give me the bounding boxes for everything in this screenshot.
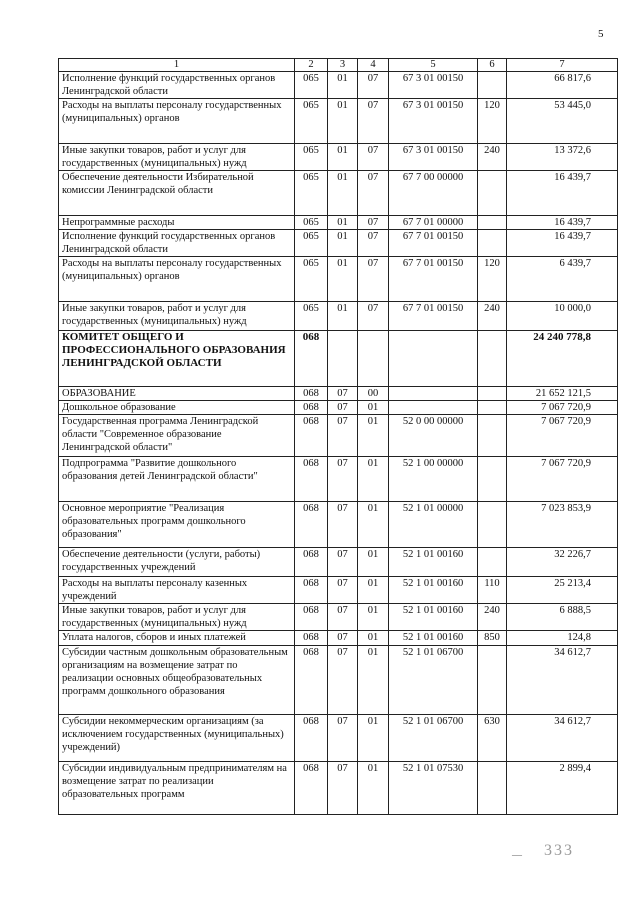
header-cell: 7 [507, 59, 618, 72]
cell-c2: 068 [295, 631, 328, 646]
cell-c5 [389, 401, 478, 415]
cell-c7: 66 817,6 [507, 72, 618, 99]
cell-c4: 07 [358, 230, 389, 257]
table-row [59, 302, 618, 331]
cell-c7: 2 899,4 [507, 762, 618, 815]
cell-c6 [478, 331, 507, 387]
cell-c3: 07 [328, 548, 358, 577]
cell-c3: 07 [328, 646, 358, 715]
cell-c2: 068 [295, 387, 328, 401]
cell-c5: 52 1 00 00000 [389, 457, 478, 502]
cell-c5: 67 7 01 00150 [389, 302, 478, 331]
table-row [59, 72, 618, 99]
cell-c6: 850 [478, 631, 507, 646]
cell-c5: 67 7 01 00000 [389, 216, 478, 230]
cell-c1: Расходы на выплаты персоналу государственных (муниципальных) органов [59, 257, 295, 302]
cell-c5: 67 3 01 00150 [389, 72, 478, 99]
cell-c7: 10 000,0 [507, 302, 618, 331]
cell-c6 [478, 548, 507, 577]
cell-c7: 13 372,6 [507, 144, 618, 171]
cell-c3: 07 [328, 457, 358, 502]
cell-c6 [478, 457, 507, 502]
cell-c3: 01 [328, 99, 358, 144]
cell-c7: 16 439,7 [507, 230, 618, 257]
header-cell: 3 [328, 59, 358, 72]
cell-c5: 67 7 00 00000 [389, 171, 478, 216]
cell-c4: 01 [358, 457, 389, 502]
cell-c2: 068 [295, 548, 328, 577]
cell-c5: 52 1 01 00160 [389, 548, 478, 577]
cell-c4: 07 [358, 302, 389, 331]
cell-c4: 01 [358, 415, 389, 457]
cell-c5: 67 7 01 00150 [389, 257, 478, 302]
cell-c3: 01 [328, 302, 358, 331]
cell-c7: 16 439,7 [507, 216, 618, 230]
cell-c6: 120 [478, 257, 507, 302]
table-row [59, 762, 618, 815]
cell-c4: 07 [358, 144, 389, 171]
cell-c7: 7 067 720,9 [507, 415, 618, 457]
cell-c1: Исполнение функций государственных органов Ленинградской области [59, 72, 295, 99]
cell-c7: 34 612,7 [507, 715, 618, 762]
cell-c2: 065 [295, 144, 328, 171]
table-row [59, 577, 618, 604]
footer-dash: — [512, 850, 522, 861]
cell-c6 [478, 401, 507, 415]
header-cell: 2 [295, 59, 328, 72]
cell-c4: 07 [358, 72, 389, 99]
cell-c2: 065 [295, 230, 328, 257]
cell-c2: 068 [295, 577, 328, 604]
cell-c2: 065 [295, 72, 328, 99]
cell-c2: 068 [295, 401, 328, 415]
cell-c7: 7 023 853,9 [507, 502, 618, 548]
cell-c7: 32 226,7 [507, 548, 618, 577]
table-row [59, 144, 618, 171]
cell-c1: Субсидии индивидуальным предпринимателям на возмещение затрат по реализации образовательных программ [59, 762, 295, 815]
table-row [59, 331, 618, 387]
cell-c6: 240 [478, 302, 507, 331]
table-body [59, 59, 618, 815]
cell-c6: 120 [478, 99, 507, 144]
table-row [59, 715, 618, 762]
cell-c2: 065 [295, 302, 328, 331]
cell-c3: 07 [328, 762, 358, 815]
cell-c3: 01 [328, 230, 358, 257]
cell-c6 [478, 72, 507, 99]
cell-c3: 07 [328, 387, 358, 401]
cell-c3: 07 [328, 604, 358, 631]
cell-c3: 07 [328, 715, 358, 762]
cell-c1: Уплата налогов, сборов и иных платежей [59, 631, 295, 646]
cell-c2: 065 [295, 171, 328, 216]
cell-c7: 34 612,7 [507, 646, 618, 715]
cell-c1: Расходы на выплаты персоналу государственных (муниципальных) органов [59, 99, 295, 144]
table-row [59, 171, 618, 216]
cell-c7: 6 888,5 [507, 604, 618, 631]
table-row [59, 604, 618, 631]
cell-c3: 01 [328, 171, 358, 216]
cell-c1: Обеспечение деятельности Избирательной комиссии Ленинградской области [59, 171, 295, 216]
table-row [59, 631, 618, 646]
cell-c4: 01 [358, 577, 389, 604]
cell-c6: 240 [478, 144, 507, 171]
cell-c6 [478, 646, 507, 715]
cell-c3: 01 [328, 257, 358, 302]
cell-c1: Непрограммные расходы [59, 216, 295, 230]
table-row [59, 257, 618, 302]
cell-c6 [478, 762, 507, 815]
cell-c1: Иные закупки товаров, работ и услуг для государственных (муниципальных) нужд [59, 604, 295, 631]
table-row [59, 230, 618, 257]
cell-c4 [358, 331, 389, 387]
cell-c3: 07 [328, 415, 358, 457]
cell-c1: Обеспечение деятельности (услуги, работы) государственных учреждений [59, 548, 295, 577]
cell-c5 [389, 331, 478, 387]
header-cell: 5 [389, 59, 478, 72]
cell-c7: 7 067 720,9 [507, 457, 618, 502]
table-row [59, 457, 618, 502]
cell-c1: Иные закупки товаров, работ и услуг для государственных (муниципальных) нужд [59, 144, 295, 171]
cell-c5: 52 1 01 06700 [389, 646, 478, 715]
cell-c5: 67 3 01 00150 [389, 144, 478, 171]
cell-c5: 52 1 01 00160 [389, 577, 478, 604]
cell-c3: 07 [328, 631, 358, 646]
table-row [59, 99, 618, 144]
cell-c2: 068 [295, 331, 328, 387]
cell-c1: Иные закупки товаров, работ и услуг для государственных (муниципальных) нужд [59, 302, 295, 331]
budget-table [58, 58, 618, 815]
cell-c3 [328, 331, 358, 387]
cell-c5: 52 1 01 07530 [389, 762, 478, 815]
cell-c1: КОМИТЕТ ОБЩЕГО И ПРОФЕССИОНАЛЬНОГО ОБРАЗОВАНИЯ ЛЕНИНГРАДСКОЙ ОБЛАСТИ [59, 331, 295, 387]
cell-c7: 16 439,7 [507, 171, 618, 216]
cell-c7: 6 439,7 [507, 257, 618, 302]
cell-c5: 52 1 01 06700 [389, 715, 478, 762]
header-cell: 4 [358, 59, 389, 72]
cell-c2: 068 [295, 415, 328, 457]
cell-c4: 01 [358, 401, 389, 415]
cell-c5: 52 1 01 00160 [389, 604, 478, 631]
cell-c4: 07 [358, 171, 389, 216]
cell-c7: 24 240 778,8 [507, 331, 618, 387]
page-stamp: 333 [544, 842, 574, 859]
cell-c3: 07 [328, 577, 358, 604]
header-cell: 1 [59, 59, 295, 72]
cell-c6 [478, 502, 507, 548]
cell-c4: 07 [358, 257, 389, 302]
cell-c1: Субсидии частным дошкольным образовательным организациям на возмещение затрат по реализации основных общеобразовательных программ дошкольного образования [59, 646, 295, 715]
cell-c7: 21 652 121,5 [507, 387, 618, 401]
cell-c4: 01 [358, 646, 389, 715]
table-row [59, 401, 618, 415]
cell-c3: 01 [328, 144, 358, 171]
cell-c4: 07 [358, 216, 389, 230]
cell-c5: 52 0 00 00000 [389, 415, 478, 457]
cell-c2: 068 [295, 646, 328, 715]
cell-c1: Исполнение функций государственных органов Ленинградской области [59, 230, 295, 257]
table-row [59, 646, 618, 715]
cell-c1: Государственная программа Ленинградской области "Современное образование Ленинградской области" [59, 415, 295, 457]
cell-c4: 01 [358, 715, 389, 762]
cell-c2: 068 [295, 604, 328, 631]
cell-c6 [478, 230, 507, 257]
page-number: 5 [598, 28, 604, 40]
cell-c6 [478, 216, 507, 230]
cell-c2: 068 [295, 762, 328, 815]
cell-c7: 124,8 [507, 631, 618, 646]
cell-c3: 07 [328, 401, 358, 415]
cell-c3: 07 [328, 502, 358, 548]
cell-c1: Субсидии некоммерческим организациям (за исключением государственных (муниципальных) учреждений) [59, 715, 295, 762]
header-cell: 6 [478, 59, 507, 72]
cell-c5 [389, 387, 478, 401]
cell-c4: 00 [358, 387, 389, 401]
cell-c7: 7 067 720,9 [507, 401, 618, 415]
cell-c1: ОБРАЗОВАНИЕ [59, 387, 295, 401]
cell-c6 [478, 387, 507, 401]
cell-c4: 01 [358, 502, 389, 548]
cell-c1: Расходы на выплаты персоналу казенных учреждений [59, 577, 295, 604]
cell-c6: 240 [478, 604, 507, 631]
table-row [59, 502, 618, 548]
cell-c2: 068 [295, 715, 328, 762]
cell-c2: 068 [295, 457, 328, 502]
table-row [59, 415, 618, 457]
cell-c6: 630 [478, 715, 507, 762]
cell-c6: 110 [478, 577, 507, 604]
cell-c7: 25 213,4 [507, 577, 618, 604]
cell-c4: 01 [358, 604, 389, 631]
cell-c1: Подпрограмма "Развитие дошкольного образования детей Ленинградской области" [59, 457, 295, 502]
cell-c5: 52 1 01 00160 [389, 631, 478, 646]
cell-c3: 01 [328, 216, 358, 230]
cell-c5: 52 1 01 00000 [389, 502, 478, 548]
table-header-row [59, 59, 618, 72]
cell-c3: 01 [328, 72, 358, 99]
cell-c2: 065 [295, 99, 328, 144]
cell-c1: Основное мероприятие "Реализация образовательных программ дошкольного образования" [59, 502, 295, 548]
cell-c4: 07 [358, 99, 389, 144]
cell-c4: 01 [358, 631, 389, 646]
cell-c5: 67 7 01 00150 [389, 230, 478, 257]
cell-c2: 068 [295, 502, 328, 548]
cell-c1: Дошкольное образование [59, 401, 295, 415]
cell-c7: 53 445,0 [507, 99, 618, 144]
cell-c2: 065 [295, 257, 328, 302]
cell-c5: 67 3 01 00150 [389, 99, 478, 144]
cell-c6 [478, 171, 507, 216]
table-row [59, 216, 618, 230]
cell-c2: 065 [295, 216, 328, 230]
table-row [59, 387, 618, 401]
cell-c4: 01 [358, 548, 389, 577]
table-row [59, 548, 618, 577]
cell-c4: 01 [358, 762, 389, 815]
cell-c6 [478, 415, 507, 457]
